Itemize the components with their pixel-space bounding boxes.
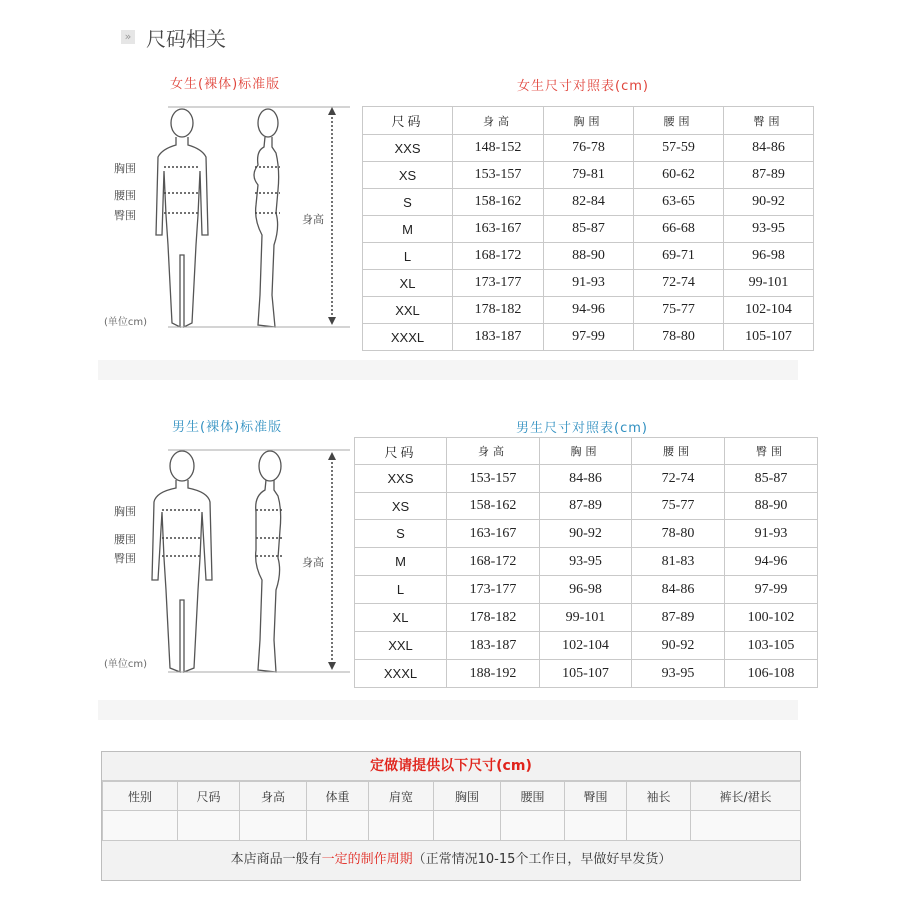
table-cell: 153-157 [453,162,544,189]
table-cell: 84-86 [540,465,632,493]
col-hip: 臀围 [724,107,814,135]
size-cell: XS [363,162,453,189]
table-cell: 106-108 [725,660,818,688]
hip-label: 臀围 [114,209,136,222]
value-cell [307,811,369,841]
col-size: 尺码 [363,107,453,135]
table-cell: 183-187 [447,632,540,660]
field-weight: 体重 [307,782,369,811]
table-cell: 102-104 [724,297,814,324]
col-chest: 胸围 [540,438,632,465]
table-cell: 158-162 [447,493,540,520]
size-cell: S [355,520,447,548]
size-cell: M [363,216,453,243]
double-chevron-icon: » [121,30,135,44]
table-cell: 96-98 [540,576,632,604]
field-header-row [103,782,801,811]
table-cell: 178-182 [447,604,540,632]
size-cell: XL [363,270,453,297]
table-cell: 87-89 [724,162,814,189]
table-cell: 168-172 [447,548,540,576]
size-cell: XXL [355,632,447,660]
col-waist: 腰围 [634,107,724,135]
size-cell: L [363,243,453,270]
table-row [363,162,814,189]
note-text: 本店商品一般有 [230,852,322,867]
note-text: （正常情况10-15个工作日，早做好早发货） [412,852,672,867]
female-table-title: 女生尺寸对照表(cm) [517,79,649,94]
chest-label: 胸围 [114,162,136,175]
table-cell: 72-74 [632,465,725,493]
field-sleeve: 袖长 [627,782,691,811]
field-shoulder: 肩宽 [369,782,434,811]
table-cell: 85-87 [544,216,634,243]
custom-measurement-panel [101,751,801,881]
table-cell: 153-157 [447,465,540,493]
col-hip: 臀围 [725,438,818,465]
table-cell: 78-80 [634,324,724,351]
size-cell: S [363,189,453,216]
table-row [355,604,818,632]
table-header-row [363,107,814,135]
table-row [363,270,814,297]
unit-label: (单位cm) [104,317,148,328]
table-cell: 87-89 [540,493,632,520]
value-cell [627,811,691,841]
value-cell [691,811,801,841]
female-size-table [362,106,814,351]
table-cell: 102-104 [540,632,632,660]
size-cell: XS [355,493,447,520]
table-cell: 90-92 [632,632,725,660]
hip-label: 臀围 [114,552,136,565]
table-cell: 163-167 [447,520,540,548]
table-row [363,324,814,351]
custom-title: 定做请提供以下尺寸(cm) [102,752,800,781]
value-cell [369,811,434,841]
col-size: 尺码 [355,438,447,465]
field-height: 身高 [240,782,307,811]
table-row [363,216,814,243]
col-chest: 胸围 [544,107,634,135]
size-cell: XXXL [363,324,453,351]
table-cell: 72-74 [634,270,724,297]
table-cell: 69-71 [634,243,724,270]
size-cell: XXS [355,465,447,493]
table-row [363,297,814,324]
male-size-table [354,437,818,688]
page-title: 尺码相关 [146,27,226,51]
col-height: 身高 [453,107,544,135]
section-divider [98,700,798,720]
field-gender: 性别 [103,782,178,811]
height-label: 身高 [302,556,324,569]
value-cell [434,811,501,841]
table-cell: 188-192 [447,660,540,688]
table-cell: 99-101 [540,604,632,632]
size-cell: L [355,576,447,604]
field-pants-skirt-length: 裤长/裙长 [691,782,801,811]
table-cell: 63-65 [634,189,724,216]
field-waist: 腰围 [501,782,565,811]
size-cell: M [355,548,447,576]
table-cell: 105-107 [724,324,814,351]
table-cell: 96-98 [724,243,814,270]
field-hip: 臀围 [565,782,627,811]
table-cell: 84-86 [632,576,725,604]
value-cell [565,811,627,841]
male-table-title: 男生尺寸对照表(cm) [516,421,648,436]
value-cell [103,811,178,841]
table-cell: 79-81 [544,162,634,189]
table-cell: 183-187 [453,324,544,351]
size-cell: XL [355,604,447,632]
unit-label: (单位cm) [104,659,148,670]
table-cell: 84-86 [724,135,814,162]
table-row [355,493,818,520]
table-row [355,520,818,548]
col-waist: 腰围 [632,438,725,465]
value-cell [501,811,565,841]
table-cell: 76-78 [544,135,634,162]
chest-label: 胸围 [114,505,136,518]
table-cell: 168-172 [453,243,544,270]
table-cell: 105-107 [540,660,632,688]
table-cell: 97-99 [725,576,818,604]
table-header-row [355,438,818,465]
size-cell: XXL [363,297,453,324]
table-cell: 178-182 [453,297,544,324]
table-cell: 87-89 [632,604,725,632]
table-cell: 93-95 [724,216,814,243]
size-cell: XXS [363,135,453,162]
table-cell: 103-105 [725,632,818,660]
table-cell: 60-62 [634,162,724,189]
table-cell: 93-95 [632,660,725,688]
table-cell: 78-80 [632,520,725,548]
table-cell: 88-90 [544,243,634,270]
section-divider [98,360,798,380]
table-row [355,660,818,688]
table-cell: 57-59 [634,135,724,162]
table-cell: 90-92 [540,520,632,548]
waist-label: 腰围 [114,533,136,546]
table-cell: 91-93 [544,270,634,297]
table-cell: 82-84 [544,189,634,216]
table-cell: 75-77 [634,297,724,324]
table-cell: 158-162 [453,189,544,216]
table-cell: 100-102 [725,604,818,632]
table-cell: 66-68 [634,216,724,243]
table-cell: 173-177 [447,576,540,604]
value-cell [240,811,307,841]
col-height: 身高 [447,438,540,465]
waist-label: 腰围 [114,189,136,202]
table-row [363,189,814,216]
table-cell: 99-101 [724,270,814,297]
production-note [102,840,800,880]
table-row [363,135,814,162]
table-cell: 91-93 [725,520,818,548]
table-row [355,465,818,493]
table-cell: 93-95 [540,548,632,576]
table-cell: 88-90 [725,493,818,520]
table-cell: 173-177 [453,270,544,297]
male-figure-title: 男生(裸体)标准版 [172,420,283,435]
table-cell: 75-77 [632,493,725,520]
value-cell [178,811,240,841]
height-label: 身高 [302,213,324,226]
note-highlight: 一定的制作周期 [321,852,413,867]
table-row [355,576,818,604]
table-cell: 163-167 [453,216,544,243]
size-cell: XXXL [355,660,447,688]
table-cell: 81-83 [632,548,725,576]
field-value-row [103,811,801,841]
table-cell: 94-96 [544,297,634,324]
table-cell: 97-99 [544,324,634,351]
table-cell: 90-92 [724,189,814,216]
table-row [355,548,818,576]
table-cell: 85-87 [725,465,818,493]
field-chest: 胸围 [434,782,501,811]
female-figure-title: 女生(裸体)标准版 [170,77,281,92]
table-cell: 148-152 [453,135,544,162]
custom-measurement-table [102,781,801,841]
table-row [355,632,818,660]
field-size: 尺码 [178,782,240,811]
table-row [363,243,814,270]
table-cell: 94-96 [725,548,818,576]
